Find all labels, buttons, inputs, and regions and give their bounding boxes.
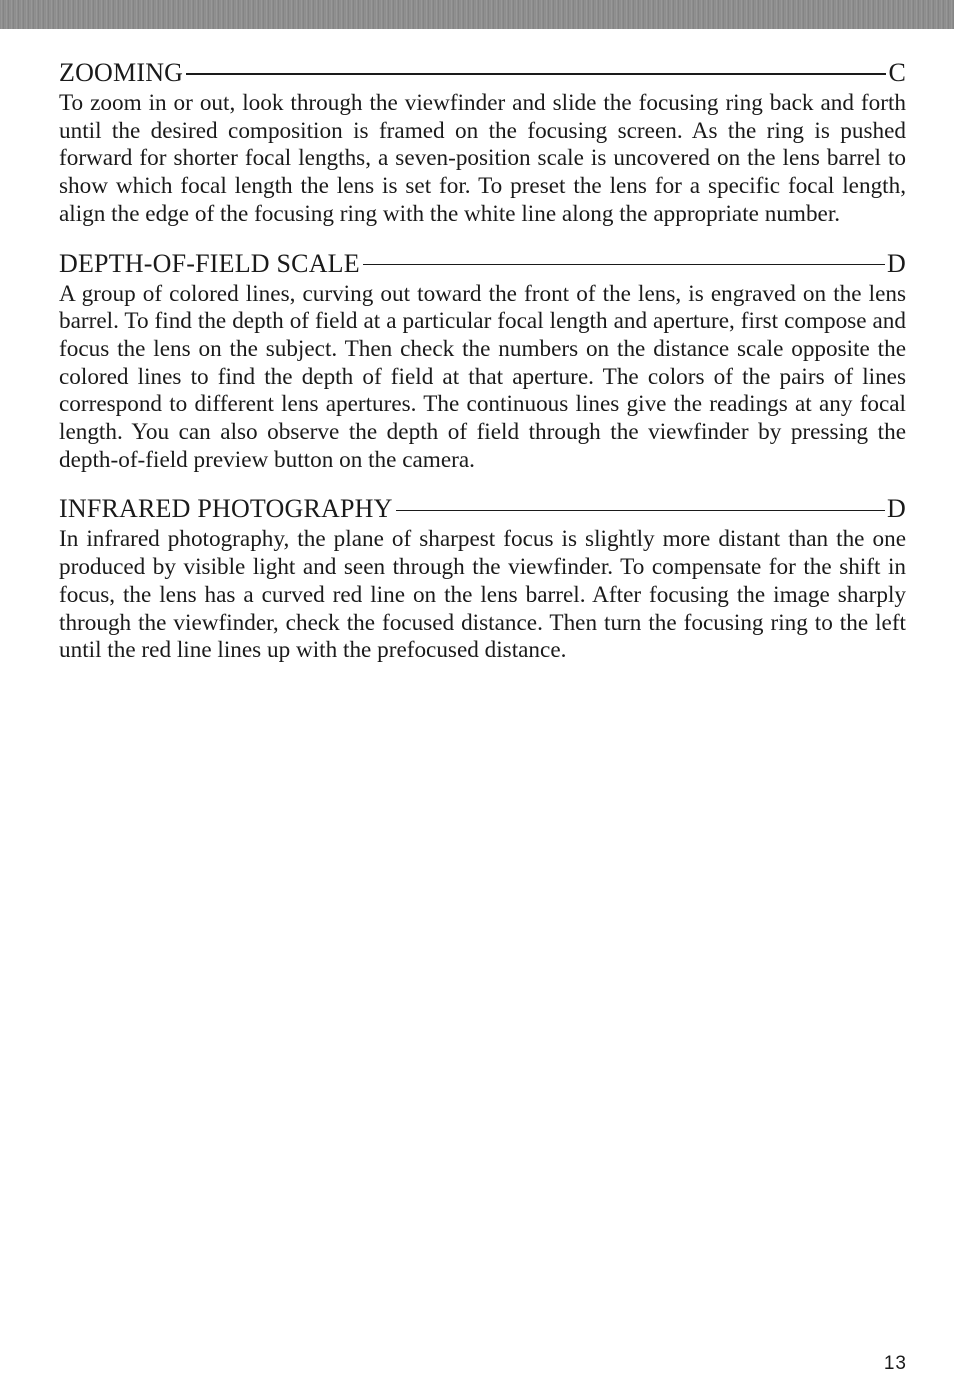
section-title: ZOOMING [59,58,184,87]
page-content [59,58,906,685]
leader-rule [186,73,886,74]
section-body: In infrared photography, the plane of sharpest focus is slightly more distant than the one produced by visible light and seen through the viewfinder. To compensate for the shift in focus, the lens has a curved red line on the lens barrel. After focusing the image sharply through the viewfinder, check the focused distance. Then turn the focusing ring to the left until the red line lines up with the prefocused distance. [59,526,906,664]
section-depth-of-field-scale [59,249,906,475]
section-ref-letter: D [887,494,906,524]
section-ref-letter: D [887,248,906,278]
section-body: A group of colored lines, curving out toward the front of the lens, is engraved on the lens barrel. To find the depth of field at a particular focal length and aperture, first compose and focus the lens on the subject. Then check the numbers on the distance scale opposite the colored lines to find the depth of field at that aperture. The colors of the pairs of lines correspond to different lens apertures. The continuous lines give the readings at any focal length. You can also observe the depth of field through the viewfinder by pressing the depth-of-field preview button on the camera. [59,280,906,473]
scan-top-band [0,0,954,29]
section-heading [59,58,906,88]
leader-rule [363,264,885,265]
section-title: INFRARED PHOTOGRAPHY [59,494,393,524]
section-heading [59,249,906,279]
section-zooming [59,58,906,229]
section-ref-letter: C [888,58,906,87]
section-title: DEPTH-OF-FIELD SCALE [59,248,360,278]
page-number: 13 [883,1353,907,1374]
section-infrared-photography [59,494,906,665]
leader-rule [396,510,885,511]
section-heading [59,494,906,524]
section-body: To zoom in or out, look through the viewfinder and slide the focusing ring back and forth until the desired composition is framed on the focusing screen. As the ring is pushed forward for shorter focal lengths, a seven-position scale is uncovered on the lens barrel to show which focal length the lens is set for. To preset the lens for a specific focal length, align the edge of the focusing ring with the white line along the appropriate number. [59,90,906,227]
